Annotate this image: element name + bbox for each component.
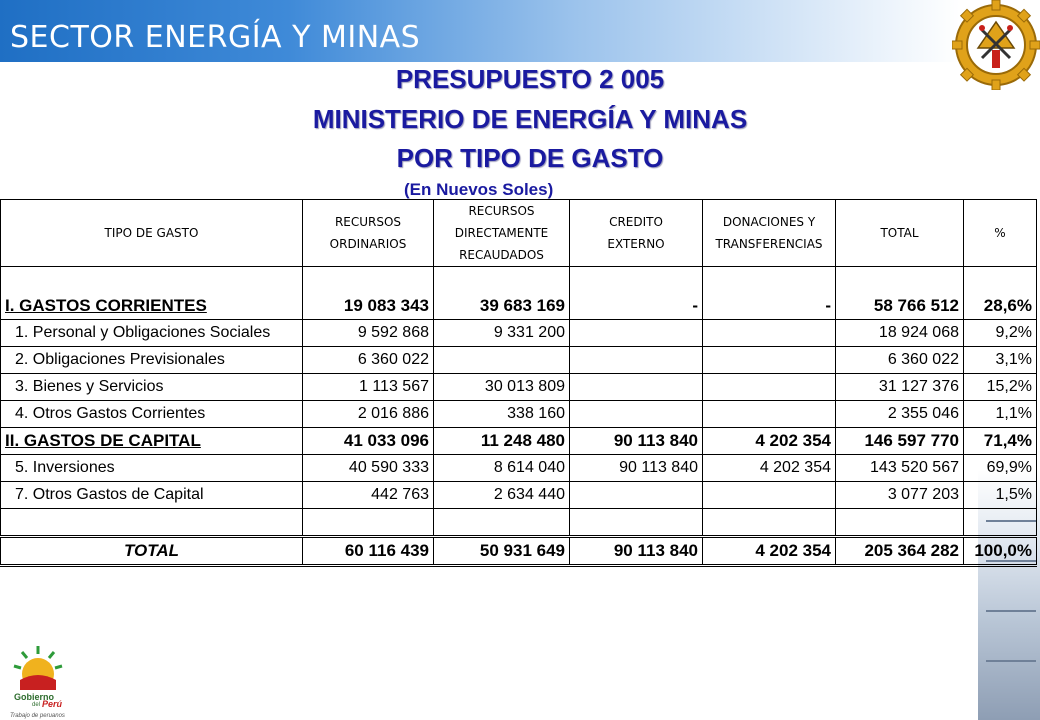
cell-credito-externo bbox=[570, 482, 703, 509]
cell-donaciones-transferencias bbox=[703, 374, 836, 401]
column-header-tipo: TIPO DE GASTO bbox=[1, 200, 303, 267]
cell-credito-externo: 90 113 840 bbox=[570, 428, 703, 455]
svg-text:Perú: Perú bbox=[42, 699, 63, 709]
gobierno-del-peru-logo bbox=[4, 640, 84, 720]
cell-donaciones-transferencias: 4 202 354 bbox=[703, 455, 836, 482]
cell-total: 205 364 282 bbox=[836, 537, 964, 566]
cell-percent: 69,9% bbox=[964, 455, 1037, 482]
cell-percent: 9,2% bbox=[964, 320, 1037, 347]
row-label: 1. Personal y Obligaciones Sociales bbox=[1, 320, 303, 347]
cell-credito-externo bbox=[570, 320, 703, 347]
cell-recursos-directamente-recaudados: 50 931 649 bbox=[434, 537, 570, 566]
cell-recursos-ordinarios: 60 116 439 bbox=[303, 537, 434, 566]
cell-credito-externo bbox=[570, 347, 703, 374]
cell-percent: 1,5% bbox=[964, 482, 1037, 509]
row-label: 2. Obligaciones Previsionales bbox=[1, 347, 303, 374]
cell-donaciones-transferencias bbox=[703, 482, 836, 509]
cell-percent: 71,4% bbox=[964, 428, 1037, 455]
row-label: 5. Inversiones bbox=[1, 455, 303, 482]
column-header-total: TOTAL bbox=[836, 200, 964, 267]
cell-recursos-ordinarios: 1 113 567 bbox=[303, 374, 434, 401]
spacer-row bbox=[1, 509, 1037, 537]
cell-percent: 28,6% bbox=[964, 293, 1037, 320]
budget-table bbox=[0, 199, 1037, 567]
cell-recursos-directamente-recaudados: 39 683 169 bbox=[434, 293, 570, 320]
cell-donaciones-transferencias bbox=[703, 347, 836, 374]
cell-donaciones-transferencias: 4 202 354 bbox=[703, 428, 836, 455]
row-label: TOTAL bbox=[1, 537, 303, 566]
cell-donaciones-transferencias bbox=[703, 401, 836, 428]
cell-recursos-directamente-recaudados: 8 614 040 bbox=[434, 455, 570, 482]
row-label: I. GASTOS CORRIENTES bbox=[5, 296, 207, 315]
table-row bbox=[1, 455, 1037, 482]
cell-recursos-directamente-recaudados: 11 248 480 bbox=[434, 428, 570, 455]
cell-total: 146 597 770 bbox=[836, 428, 964, 455]
table-row-total bbox=[1, 537, 1037, 566]
cell-percent: 3,1% bbox=[964, 347, 1037, 374]
table-row bbox=[1, 482, 1037, 509]
cell-recursos-ordinarios: 6 360 022 bbox=[303, 347, 434, 374]
cell-recursos-directamente-recaudados: 30 013 809 bbox=[434, 374, 570, 401]
row-label: 3. Bienes y Servicios bbox=[1, 374, 303, 401]
cell-recursos-ordinarios: 41 033 096 bbox=[303, 428, 434, 455]
cell-total: 58 766 512 bbox=[836, 293, 964, 320]
cell-percent: 1,1% bbox=[964, 401, 1037, 428]
cell-recursos-ordinarios: 19 083 343 bbox=[303, 293, 434, 320]
expense-type-title: POR TIPO DE GASTO bbox=[396, 143, 664, 173]
cell-total: 18 924 068 bbox=[836, 320, 964, 347]
table-row-gastos-corrientes bbox=[1, 293, 1037, 320]
cell-recursos-ordinarios: 9 592 868 bbox=[303, 320, 434, 347]
cell-donaciones-transferencias: - bbox=[703, 293, 836, 320]
table-row bbox=[1, 401, 1037, 428]
spacer-row bbox=[1, 267, 1037, 294]
cell-credito-externo: 90 113 840 bbox=[570, 537, 703, 566]
cell-credito-externo: 90 113 840 bbox=[570, 455, 703, 482]
table-row bbox=[1, 347, 1037, 374]
row-label: 7. Otros Gastos de Capital bbox=[1, 482, 303, 509]
table-row bbox=[1, 374, 1037, 401]
cell-percent: 15,2% bbox=[964, 374, 1037, 401]
cell-donaciones-transferencias bbox=[703, 320, 836, 347]
column-header-credito-externo: CREDITO EXTERNO bbox=[570, 200, 703, 267]
decoration-line bbox=[986, 660, 1036, 662]
cell-recursos-directamente-recaudados: 338 160 bbox=[434, 401, 570, 428]
svg-text:Gobierno: Gobierno bbox=[14, 692, 54, 702]
svg-text:del: del bbox=[32, 702, 41, 708]
cell-recursos-directamente-recaudados: 9 331 200 bbox=[434, 320, 570, 347]
table-header-row bbox=[1, 200, 1037, 267]
banner-title: SECTOR ENERGÍA Y MINAS bbox=[10, 20, 421, 55]
column-header-recursos-ordinarios: RECURSOS ORDINARIOS bbox=[303, 200, 434, 267]
table-row bbox=[1, 320, 1037, 347]
cell-total: 31 127 376 bbox=[836, 374, 964, 401]
cell-recursos-directamente-recaudados: 2 634 440 bbox=[434, 482, 570, 509]
cell-recursos-ordinarios: 442 763 bbox=[303, 482, 434, 509]
row-label: 4. Otros Gastos Corrientes bbox=[1, 401, 303, 428]
cell-percent: 100,0% bbox=[964, 537, 1037, 566]
header-banner bbox=[0, 0, 960, 62]
cell-total: 143 520 567 bbox=[836, 455, 964, 482]
cell-credito-externo bbox=[570, 401, 703, 428]
cell-total: 2 355 046 bbox=[836, 401, 964, 428]
column-header-percent: % bbox=[964, 200, 1037, 267]
currency-subtitle: (En Nuevos Soles) bbox=[404, 180, 554, 199]
cell-donaciones-transferencias: 4 202 354 bbox=[703, 537, 836, 566]
page-title: PRESUPUESTO 2 005 bbox=[395, 64, 665, 94]
column-header-donaciones-transferencias: DONACIONES Y TRANSFERENCIAS bbox=[703, 200, 836, 267]
cell-total: 6 360 022 bbox=[836, 347, 964, 374]
cell-credito-externo: - bbox=[570, 293, 703, 320]
cell-recursos-ordinarios: 2 016 886 bbox=[303, 401, 434, 428]
decoration-line bbox=[986, 610, 1036, 612]
cell-recursos-ordinarios: 40 590 333 bbox=[303, 455, 434, 482]
cell-total: 3 077 203 bbox=[836, 482, 964, 509]
row-label: II. GASTOS DE CAPITAL bbox=[5, 431, 201, 450]
table-row-gastos-de-capital bbox=[1, 428, 1037, 455]
ministry-title: MINISTERIO DE ENERGÍA Y MINAS bbox=[312, 104, 748, 134]
svg-text:Trabajo de peruanos: Trabajo de peruanos bbox=[10, 713, 65, 719]
cell-credito-externo bbox=[570, 374, 703, 401]
column-header-recursos-directamente-recaudados: RECURSOS DIRECTAMENTE RECAUDADOS bbox=[434, 200, 570, 267]
cell-recursos-directamente-recaudados bbox=[434, 347, 570, 374]
